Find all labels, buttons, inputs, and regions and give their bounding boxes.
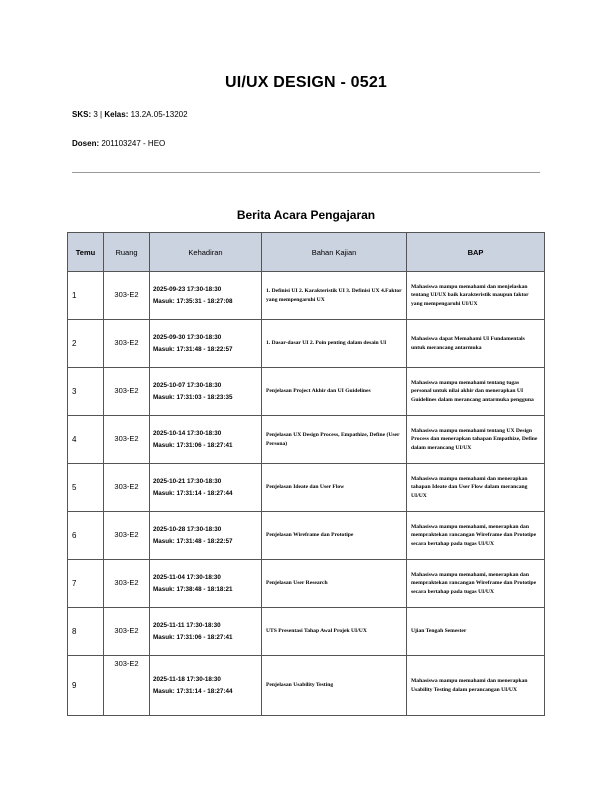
cell-bahan-kajian: 1. Definisi UI 2. Karakteristik UI 3. Definisi UX 4.Faktor yang mempengaruhi UX <box>262 272 407 320</box>
cell-ruang: 303-E2 <box>104 560 150 608</box>
cell-ruang: 303-E2 <box>104 416 150 464</box>
cell-ruang: 303-E2 <box>104 320 150 368</box>
table-row <box>68 272 545 320</box>
cell-bap: Mahasiswa mampu memahami dan menjelaskan tentang UI/UX baik karakteristik maupun faktor yang mempengaruhi UI/UX <box>407 272 545 320</box>
kehadiran-schedule: 2025-10-28 17:30-18:30 <box>153 525 222 533</box>
cell-bahan-kajian: Penjelasan UX Design Process, Empathize, Define (User Persona) <box>262 416 407 464</box>
cell-kehadiran <box>150 656 262 716</box>
cell-temu: 2 <box>68 320 104 368</box>
table-row <box>68 656 545 716</box>
cell-bahan-kajian: Penjelasan Ideate dan User Flow <box>262 464 407 512</box>
divider <box>72 172 540 173</box>
cell-kehadiran <box>150 368 262 416</box>
cell-bap: Mahasiswa dapat Memahami UI Fundamentals untuk merancang antarmuka <box>407 320 545 368</box>
dosen-label: Dosen: <box>72 139 100 148</box>
header-bap: BAP <box>407 233 545 272</box>
header-ruang: Ruang <box>104 233 150 272</box>
cell-ruang: 303-E2 <box>104 272 150 320</box>
kelas-value: 13.2A.05-13202 <box>130 110 188 119</box>
kehadiran-schedule: 2025-11-11 17:30-18:30 <box>153 621 221 629</box>
header-temu: Temu <box>68 233 104 272</box>
cell-bap: Mahasiswa mampu memahami, menerapkan dan mempraktekan rancangan Wireframe dan Prototipe secara bertahap pada tugas UI/UX <box>407 512 545 560</box>
cell-bahan-kajian: Penjelasan Project Akhir dan UI Guidelines <box>262 368 407 416</box>
table-header-row <box>68 233 545 272</box>
document-title: UI/UX DESIGN - 0521 <box>224 74 388 91</box>
kehadiran-schedule: 2025-09-30 17:30-18:30 <box>153 333 222 341</box>
cell-bap: Mahasiswa mampu memahami, menerapkan dan mempraktekan rancangan Wireframe dan Prototipe secara bertahap pada tugas UI/UX <box>407 560 545 608</box>
kehadiran-schedule: 2025-11-04 17:30-18:30 <box>153 573 221 581</box>
cell-kehadiran <box>150 560 262 608</box>
table-row <box>68 608 545 656</box>
cell-kehadiran <box>150 512 262 560</box>
kehadiran-checkin: Masuk: 17:31:06 - 18:27:41 <box>153 633 233 641</box>
kehadiran-schedule: 2025-10-07 17:30-18:30 <box>153 381 222 389</box>
cell-temu: 5 <box>68 464 104 512</box>
cell-temu: 7 <box>68 560 104 608</box>
kehadiran-schedule: 2025-10-14 17:30-18:30 <box>153 429 222 437</box>
section-title: Berita Acara Pengajaran <box>236 208 376 222</box>
header-bahan-kajian: Bahan Kajian <box>262 233 407 272</box>
cell-kehadiran <box>150 608 262 656</box>
kehadiran-checkin: Masuk: 17:31:06 - 18:27:41 <box>153 441 233 449</box>
lecturer-meta <box>72 139 165 148</box>
cell-bap: Mahasiswa mampu memahami dan menerapkan tahapan Ideate dan User Flow dalam merancang UI/UX <box>407 464 545 512</box>
cell-bahan-kajian: 1. Dasar-dasar UI 2. Poin penting dalam desain UI <box>262 320 407 368</box>
cell-bap: Mahasiswa mampu memahami tentang tugas personal untuk nilai akhir dan menerapkan UI Guidelines dalam merancang antarmuka pengguna <box>407 368 545 416</box>
cell-bap: Ujian Tengah Semester <box>407 608 545 656</box>
kelas-label: Kelas: <box>104 110 129 119</box>
kehadiran-schedule: 2025-11-18 17:30-18:30 <box>153 675 221 683</box>
cell-ruang: 303-E2 <box>104 368 150 416</box>
meta-separator: | <box>100 110 103 119</box>
cell-bap: Mahasiswa mampu memahami tentang UX Design Process dan menerapkan tahapan Empathize, Define dalam merancang UI/UX <box>407 416 545 464</box>
dosen-value: 201103247 - HEO <box>101 139 166 148</box>
sks-label: SKS: <box>72 110 92 119</box>
table-row <box>68 560 545 608</box>
cell-temu: 6 <box>68 512 104 560</box>
cell-ruang: 303-E2 <box>104 512 150 560</box>
cell-bap: Mahasiswa mampu memahami dan menerapkan Usability Testing dalam perancangan UI/UX <box>407 656 545 716</box>
cell-bahan-kajian: Penjelasan Wireframe dan Prototipe <box>262 512 407 560</box>
cell-kehadiran <box>150 320 262 368</box>
kehadiran-checkin: Masuk: 17:31:14 - 18:27:44 <box>153 489 233 497</box>
cell-ruang: 303-E2 <box>104 608 150 656</box>
cell-bahan-kajian: Penjelasan User Research <box>262 560 407 608</box>
cell-temu: 8 <box>68 608 104 656</box>
kehadiran-schedule: 2025-10-21 17:30-18:30 <box>153 477 222 485</box>
table-row <box>68 368 545 416</box>
kehadiran-schedule: 2025-09-23 17:30-18:30 <box>153 285 222 293</box>
kehadiran-checkin: Masuk: 17:38:48 - 18:18:21 <box>153 585 233 593</box>
kehadiran-checkin: Masuk: 17:35:31 - 18:27:08 <box>153 297 233 305</box>
table-row <box>68 464 545 512</box>
kehadiran-checkin: Masuk: 17:31:14 - 18:27:44 <box>153 687 233 695</box>
cell-bahan-kajian: UTS Presentasi Tahap Awal Projek UI/UX <box>262 608 407 656</box>
cell-temu: 3 <box>68 368 104 416</box>
table-row <box>68 416 545 464</box>
cell-ruang: 303-E2 <box>104 656 150 716</box>
kehadiran-checkin: Masuk: 17:31:48 - 18:22:57 <box>153 537 233 545</box>
cell-kehadiran <box>150 416 262 464</box>
cell-ruang: 303-E2 <box>104 464 150 512</box>
sks-value: 3 <box>93 110 98 119</box>
kehadiran-checkin: Masuk: 17:31:03 - 18:23:35 <box>153 393 233 401</box>
cell-temu: 1 <box>68 272 104 320</box>
table-row <box>68 512 545 560</box>
cell-kehadiran <box>150 464 262 512</box>
cell-bahan-kajian: Penjelasan Usability Testing <box>262 656 407 716</box>
kehadiran-checkin: Masuk: 17:31:48 - 18:22:57 <box>153 345 233 353</box>
cell-temu: 4 <box>68 416 104 464</box>
attendance-table <box>67 232 545 716</box>
header-kehadiran: Kehadiran <box>150 233 262 272</box>
table-row <box>68 320 545 368</box>
course-meta <box>72 110 188 119</box>
cell-temu: 9 <box>68 656 104 716</box>
cell-kehadiran <box>150 272 262 320</box>
